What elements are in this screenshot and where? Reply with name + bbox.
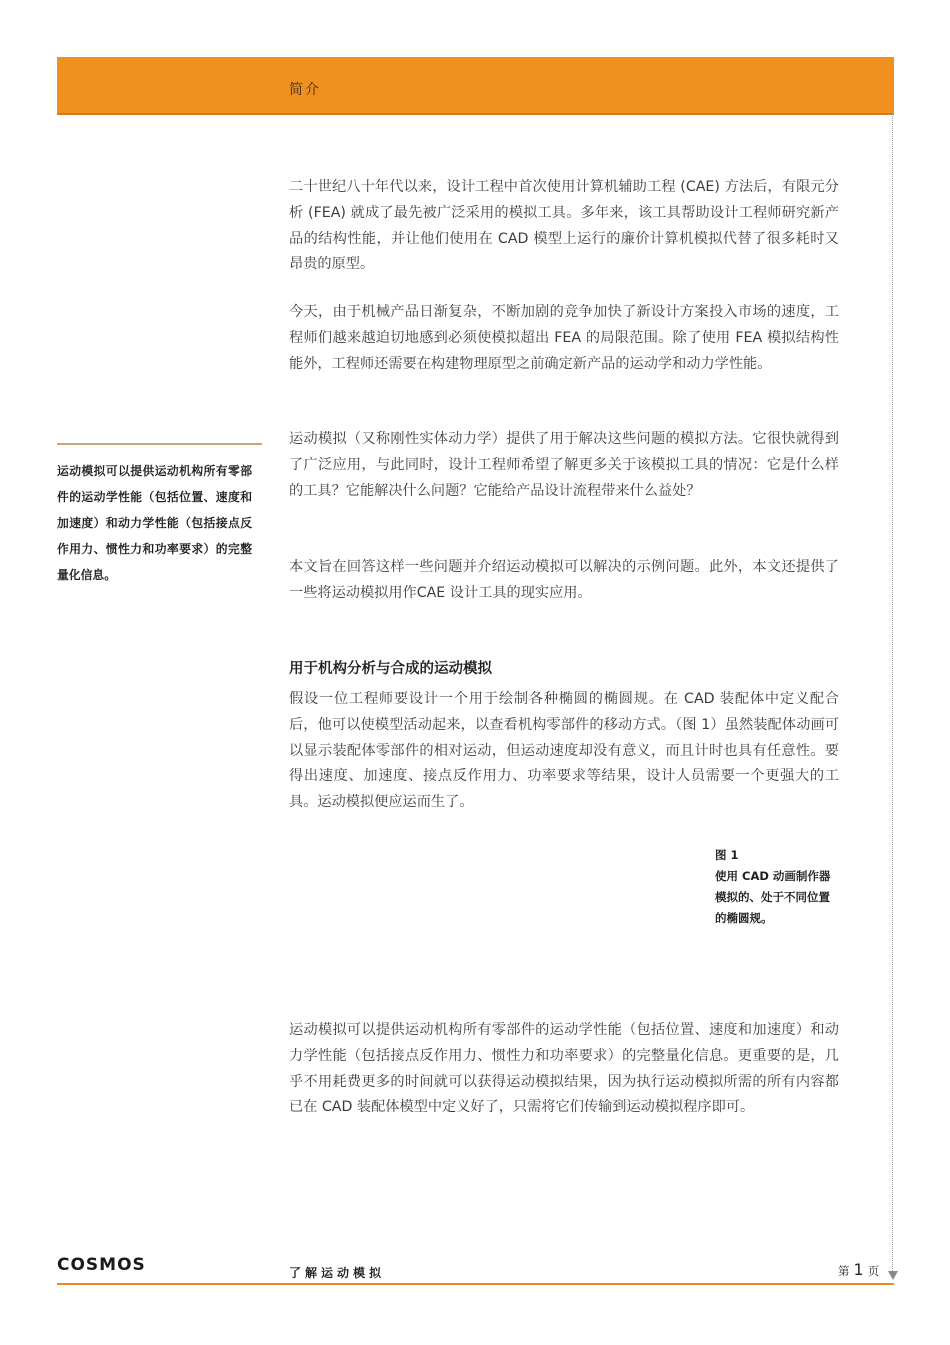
footer-brand-logo: COSMOS	[57, 1255, 146, 1275]
body-paragraph-3: 运动模拟（又称刚性实体动力学）提供了用于解决这些问题的模拟方法。它很快就得到了广泛应用，与此同时，设计工程师希望了解更多关于该模拟工具的情况：它是什么样的工具？它能解决什么问题？它能给产品设计流程带来什么益处？	[289, 431, 839, 499]
footer-rule	[57, 1283, 894, 1285]
section-title: 简介	[289, 82, 321, 98]
page-number: 1	[853, 1260, 864, 1279]
header-band	[57, 57, 894, 115]
section-paragraph-2: 运动模拟可以提供运动机构所有零部件的运动学性能（包括位置、速度和加速度）和动力学性能（包括接点反作用力、惯性力和功率要求）的完整量化信息。更重要的是，几乎不用耗费更多的时间就可以获得运动模拟结果，因为执行运动模拟所需的所有内容都已在 CAD 装配体模型中定义好了，只需将它们传输到运动模拟程序即可。	[289, 1022, 839, 1116]
figure-label: 图 1	[715, 848, 739, 862]
page-suffix: 页	[867, 1264, 880, 1278]
pull-quote-rule	[57, 443, 262, 445]
body-paragraph-4: 本文旨在回答这样一些问题并介绍运动模拟可以解决的示例问题。此外，本文还提供了一些将运动模拟用作CAE 设计工具的现实应用。	[289, 559, 839, 601]
figure-caption	[715, 845, 840, 929]
pull-quote: 运动模拟可以提供运动机构所有零部件的运动学性能（包括位置、速度和加速度）和动力学性能（包括接点反作用力、惯性力和功率要求）的完整量化信息。	[57, 464, 252, 582]
arrow-down-icon	[888, 1271, 898, 1280]
figure-caption-text: 使用 CAD 动画制作器模拟的、处于不同位置的椭圆规。	[715, 869, 831, 925]
body-paragraph-1: 二十世纪八十年代以来，设计工程中首次使用计算机辅助工程 (CAE) 方法后，有限元分析 (FEA) 就成了最先被广泛采用的模拟工具。多年来，该工具帮助设计工程师研究新产品的结构性能，并让他们使用在 CAD 模型上运行的廉价计算机模拟代替了很多耗时又昂贵的原型。	[289, 179, 839, 273]
section-paragraph-1: 假设一位工程师要设计一个用于绘制各种椭圆的椭圆规。在 CAD 装配体中定义配合后，他可以使模型活动起来，以查看机构零部件的移动方式。（图 1）虽然装配体动画可以显示装配体零部件的相对运动，但运动速度却没有意义，而且计时也具有任意性。要得出速度、加速度、接点反作用力、功率要求等结果，设计人员需要一个更强大的工具。运动模拟便应运而生了。	[289, 691, 839, 811]
body-paragraph-2: 今天，由于机械产品日渐复杂，不断加剧的竞争加快了新设计方案投入市场的速度，工程师们越来越迫切地感到必须使模拟超出 FEA 的局限范围。除了使用 FEA 模拟结构性能外，工程师还需要在构建物理原型之前确定新产品的运动学和动力学性能。	[289, 304, 839, 372]
page-prefix: 第	[838, 1264, 850, 1278]
section-heading: 用于机构分析与合成的运动模拟	[289, 661, 492, 677]
footer-page-number	[838, 1260, 879, 1279]
page-edge-dotted-line	[892, 113, 893, 1273]
footer-document-title: 了解运动模拟	[289, 1266, 386, 1280]
